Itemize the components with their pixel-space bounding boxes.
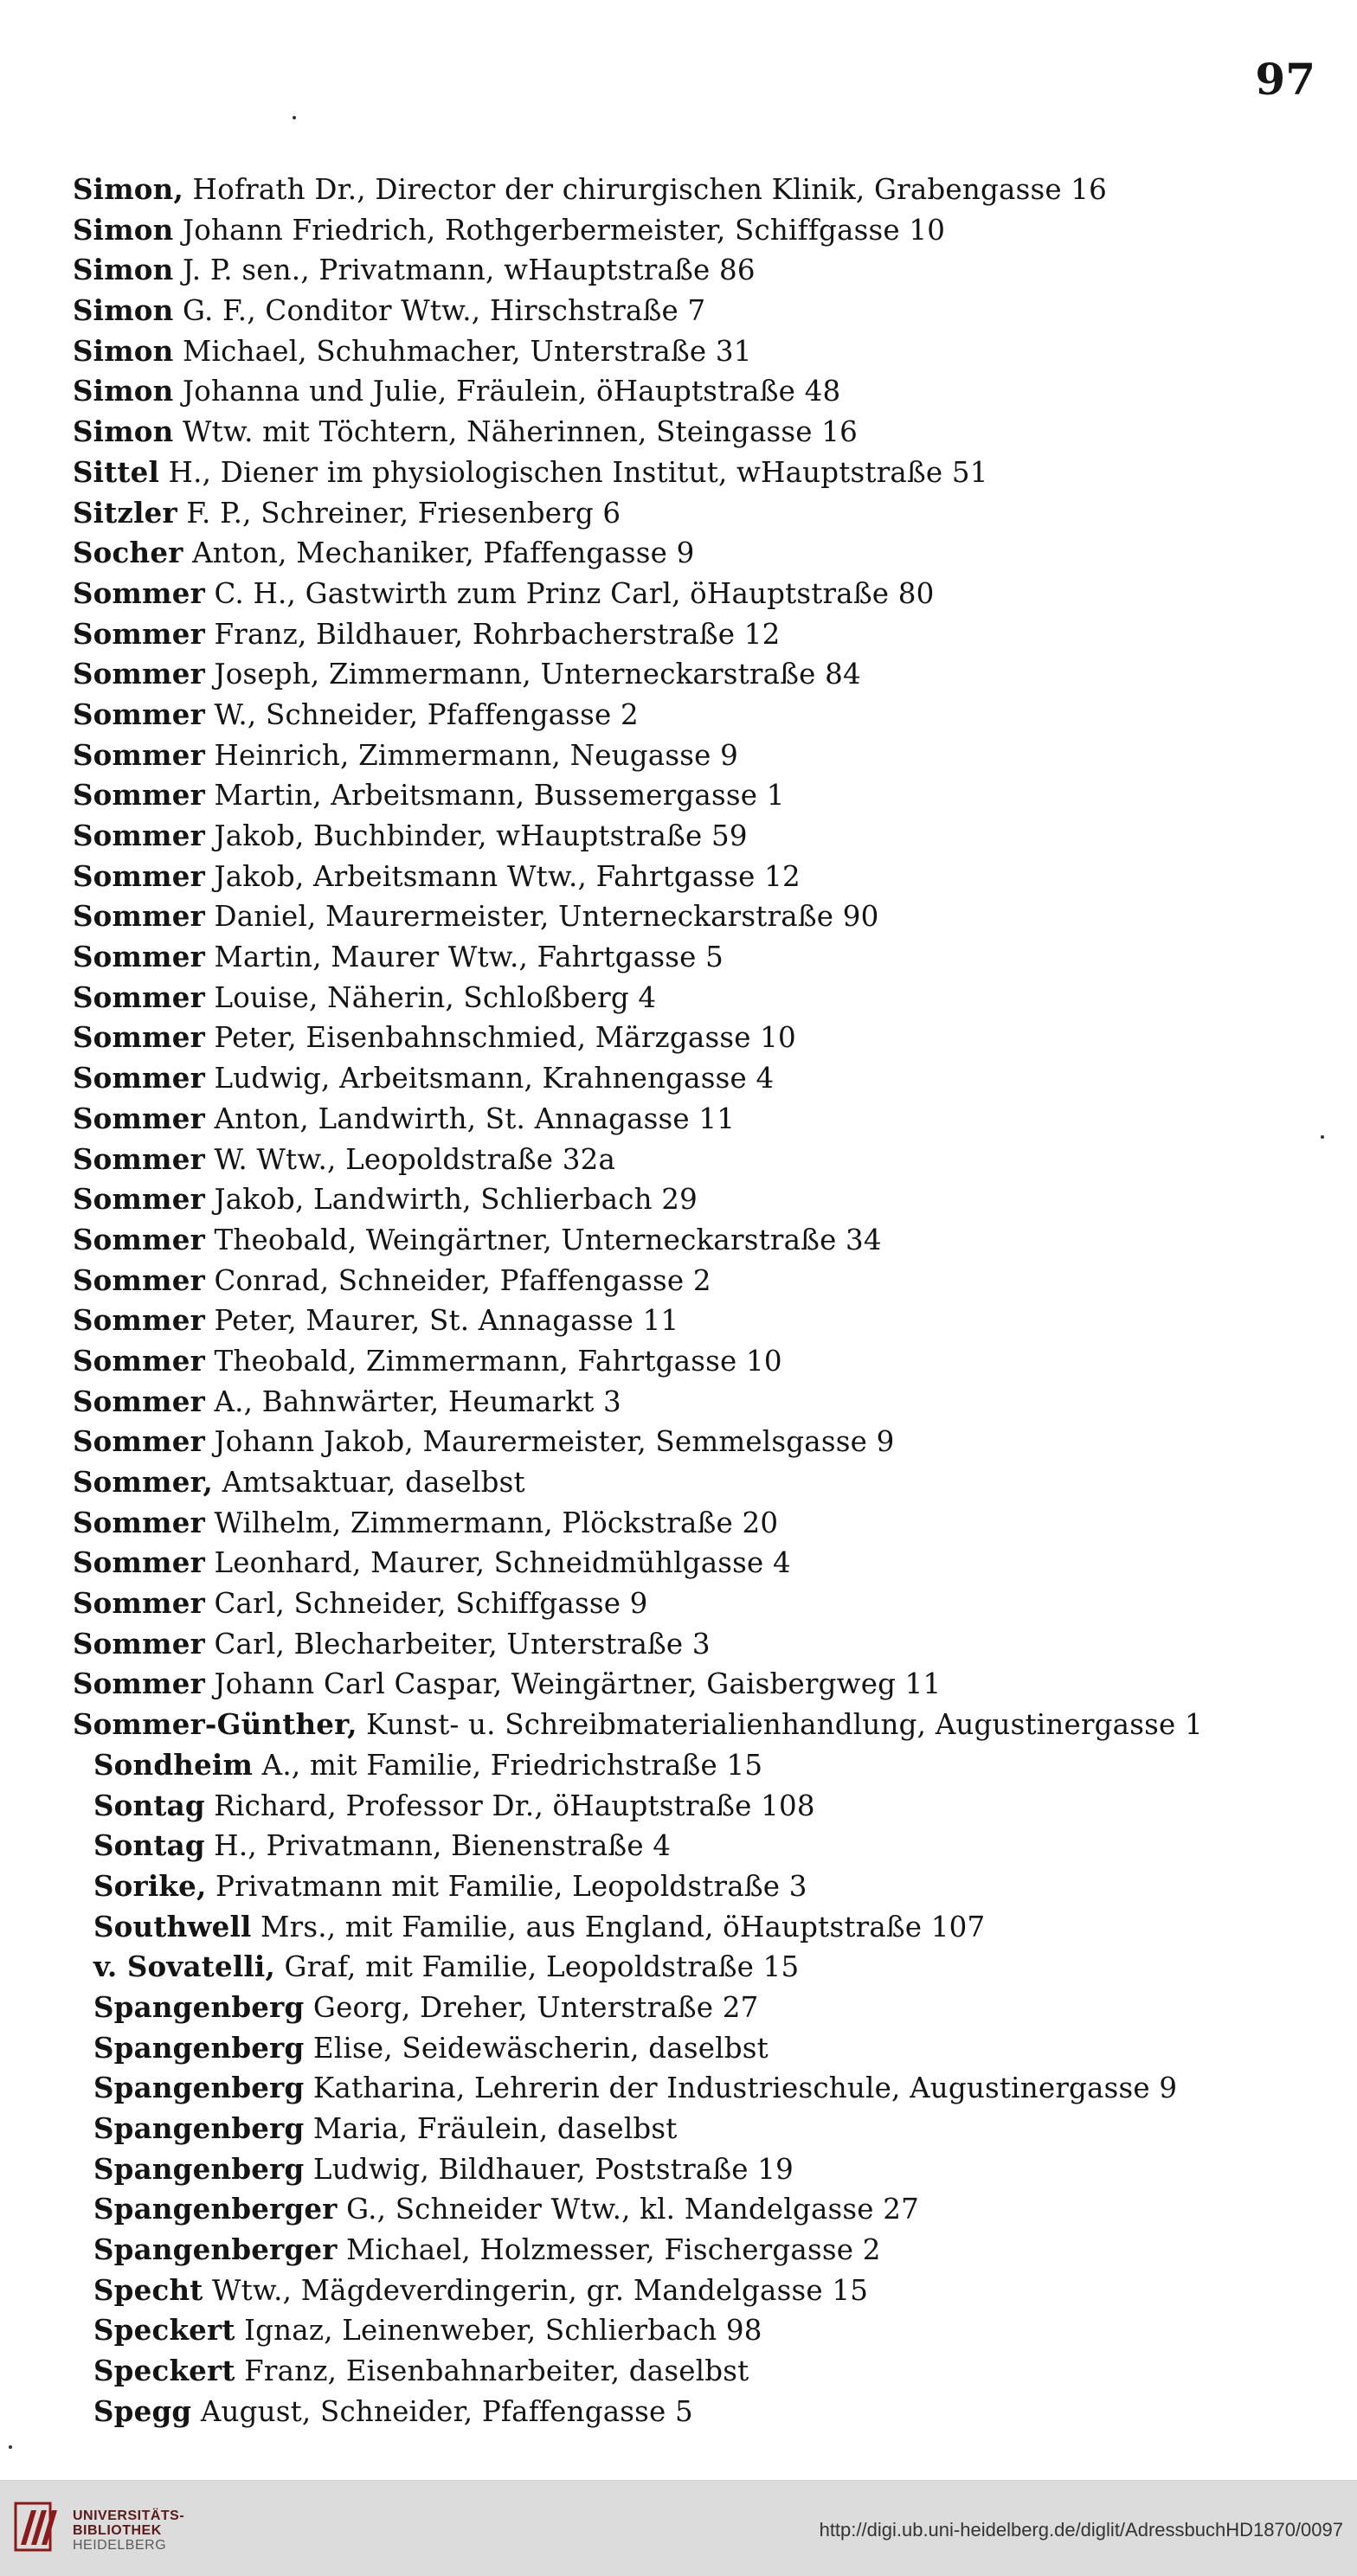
directory-entry <box>73 654 1345 695</box>
directory-entry <box>73 736 1345 776</box>
entry-details: Georg, Dreher, Unterstraße 27 <box>304 1990 759 2024</box>
directory-entry <box>73 1907 1345 1948</box>
entry-details: Martin, Maurer Wtw., Fahrtgasse 5 <box>204 941 724 974</box>
directory-entry <box>73 210 1345 251</box>
entry-details: Conrad, Schneider, Pfaffengasse 2 <box>204 1263 711 1297</box>
footer-bar <box>0 2480 1357 2576</box>
entry-surname: Simon <box>73 374 174 408</box>
entry-surname: Spangenberg <box>93 2030 305 2065</box>
entry-details: Heinrich, Zimmermann, Neugasse 9 <box>204 738 738 772</box>
entry-details: Michael, Schuhmacher, Unterstraße 31 <box>173 334 752 368</box>
entry-surname: Sommer <box>73 1343 205 1378</box>
library-logo-icon <box>14 2500 62 2554</box>
entry-details: Carl, Schneider, Schiffgasse 9 <box>204 1587 648 1621</box>
entry-surname: Sommer <box>73 1101 205 1135</box>
directory-entry <box>73 371 1345 412</box>
directory-entry <box>73 775 1345 816</box>
entry-details: Privatmann mit Familie, Leopoldstraße 3 <box>206 1869 807 1903</box>
entry-details: Amtsaktuar, daselbst <box>213 1466 525 1499</box>
entry-details: Jakob, Arbeitsmann Wtw., Fahrtgasse 12 <box>204 859 801 893</box>
directory-entry <box>73 1382 1345 1423</box>
entry-surname: Sorike, <box>93 1868 207 1903</box>
ink-speck <box>9 2445 12 2449</box>
directory-entry <box>73 2310 1345 2351</box>
entry-details: Franz, Eisenbahnarbeiter, daselbst <box>235 2354 749 2388</box>
entry-details: Kunst- u. Schreibmaterialienhandlung, Augustinergasse 1 <box>357 1708 1203 1742</box>
ink-speck <box>293 116 296 119</box>
entry-surname: Simon <box>73 414 174 449</box>
entry-details: Johann Jakob, Maurermeister, Semmelsgasse 9 <box>204 1425 895 1459</box>
entry-details: W., Schneider, Pfaffengasse 2 <box>204 697 639 731</box>
entry-surname: Socher <box>73 536 183 570</box>
directory-entry <box>73 1624 1345 1665</box>
entry-details: Katharina, Lehrerin der Industrieschule, Augustinergasse 9 <box>304 2072 1178 2105</box>
entry-surname: Spangenberg <box>93 2151 305 2186</box>
entry-details: Mrs., mit Familie, aus England, öHauptstraße 107 <box>251 1910 986 1943</box>
directory-entry <box>73 2109 1345 2149</box>
entry-surname: Spangenberger <box>93 2192 338 2226</box>
entry-details: H., Diener im physiologischen Institut, wHauptstraße 51 <box>159 455 988 489</box>
entry-surname: Sitzler <box>73 495 177 530</box>
entry-surname: Sommer <box>73 1061 205 1095</box>
entry-details: Ludwig, Arbeitsmann, Krahnengasse 4 <box>204 1062 775 1095</box>
entry-details: Maria, Fräulein, daselbst <box>304 2112 678 2145</box>
directory-entry <box>73 1179 1345 1220</box>
entry-details: Martin, Arbeitsmann, Bussemergasse 1 <box>204 779 785 813</box>
entry-details: Daniel, Maurermeister, Unterneckarstraße 90 <box>204 900 879 934</box>
directory-entry <box>73 1099 1345 1140</box>
entry-surname: Sommer <box>73 1424 205 1459</box>
entry-surname: Sommer, <box>73 1465 214 1499</box>
entry-details: Anton, Mechaniker, Pfaffengasse 9 <box>183 536 695 570</box>
entry-surname: Sommer <box>73 1384 205 1418</box>
directory-entry <box>73 291 1345 331</box>
directory-entry <box>73 937 1345 978</box>
entry-surname: Sommer <box>73 858 205 893</box>
entry-details: Graf, mit Familie, Leopoldstraße 15 <box>274 1950 800 1984</box>
entry-surname: Sommer <box>73 819 205 852</box>
entry-details: Johann Friedrich, Rothgerbermeister, Schiffgasse 10 <box>173 213 946 247</box>
entry-surname: Southwell <box>93 1909 252 1943</box>
entry-surname: Sommer <box>73 1505 205 1539</box>
directory-entry <box>73 331 1345 372</box>
entry-details: Jakob, Landwirth, Schlierbach 29 <box>204 1183 698 1217</box>
entry-details: Theobald, Weingärtner, Unterneckarstraße 34 <box>204 1223 882 1256</box>
entry-surname: Simon <box>73 212 174 247</box>
directory-entry <box>73 816 1345 857</box>
entry-surname: Sommer <box>73 1303 205 1338</box>
entry-details: Michael, Holzmesser, Fischergasse 2 <box>337 2233 881 2267</box>
entry-surname: Sommer <box>73 1182 205 1217</box>
entry-surname: Sommer <box>73 1586 205 1621</box>
directory-entry <box>73 2189 1345 2230</box>
directory-entry <box>73 493 1345 534</box>
entry-surname: Sommer <box>73 616 205 651</box>
entry-surname: Sommer <box>73 1626 205 1661</box>
entry-surname: Sommer <box>73 1020 205 1055</box>
entry-details: Peter, Eisenbahnschmied, Märzgasse 10 <box>204 1021 796 1055</box>
entry-surname: Simon <box>73 293 174 328</box>
entry-details: Franz, Bildhauer, Rohrbacherstraße 12 <box>204 617 781 651</box>
directory-entry <box>73 412 1345 453</box>
directory-entry <box>73 1301 1345 1341</box>
entry-surname: Speckert <box>93 2354 235 2388</box>
entry-details: Anton, Landwirth, St. Annagasse 11 <box>204 1102 736 1135</box>
directory-entry <box>73 1503 1345 1544</box>
directory-entry <box>73 533 1345 574</box>
entry-surname: Sommer <box>73 1262 205 1297</box>
entry-details: A., mit Familie, Friedrichstraße 15 <box>253 1748 763 1782</box>
entry-surname: Sittel <box>73 454 160 489</box>
directory-entry <box>73 1866 1345 1907</box>
entry-surname: Simon <box>73 333 174 368</box>
entry-surname: Simon, <box>73 172 184 206</box>
entry-surname: Simon <box>73 253 174 287</box>
entry-surname: Spangenberg <box>93 1989 305 2024</box>
directory-entry <box>73 695 1345 736</box>
entry-details: Johann Carl Caspar, Weingärtner, Gaisbergweg 11 <box>204 1667 942 1701</box>
page-number: 97 <box>1255 54 1315 105</box>
entry-details: H., Privatmann, Bienenstraße 4 <box>204 1829 672 1863</box>
entry-surname: Specht <box>93 2272 203 2307</box>
entry-surname: Sommer <box>73 980 205 1014</box>
entry-details: Richard, Professor Dr., öHauptstraße 108 <box>204 1789 815 1822</box>
entry-surname: Spangenberg <box>93 2071 305 2105</box>
entry-details: C. H., Gastwirth zum Prinz Carl, öHauptstraße 80 <box>204 576 935 610</box>
directory-entry <box>73 453 1345 493</box>
entry-surname: v. Sovatelli, <box>93 1950 275 1984</box>
entry-details: A., Bahnwärter, Heumarkt 3 <box>204 1384 621 1418</box>
directory-entry <box>73 1140 1345 1180</box>
directory-entry <box>73 857 1345 897</box>
entry-details: Peter, Maurer, St. Annagasse 11 <box>204 1304 679 1338</box>
directory-entry <box>73 2068 1345 2109</box>
library-name <box>73 2509 184 2553</box>
entry-details: Johanna und Julie, Fräulein, öHauptstraße 48 <box>173 375 841 408</box>
entry-surname: Sommer <box>73 778 205 813</box>
entry-surname: Sommer <box>73 1222 205 1256</box>
directory-entry <box>73 896 1345 937</box>
entry-details: Wilhelm, Zimmermann, Plöckstraße 20 <box>204 1506 779 1539</box>
directory-entry <box>73 978 1345 1018</box>
source-url-link[interactable]: http://digi.ub.uni-heidelberg.de/diglit/AdressbuchHD1870/0097 <box>819 2519 1343 2541</box>
entry-surname: Sommer <box>73 1545 205 1580</box>
entry-surname: Sontag <box>93 1788 205 1822</box>
entry-surname: Sommer <box>73 737 205 772</box>
entry-surname: Spangenberg <box>93 2111 305 2145</box>
directory-entry <box>73 1664 1345 1705</box>
directory-entry <box>73 1341 1345 1382</box>
entry-surname: Spegg <box>93 2393 192 2428</box>
entry-details: Wtw. mit Töchtern, Näherinnen, Steingasse 16 <box>173 415 859 449</box>
entry-surname: Sommer <box>73 575 205 610</box>
directory-entry <box>73 1018 1345 1058</box>
entry-details: J. P. sen., Privatmann, wHauptstraße 86 <box>173 254 756 287</box>
entry-surname: Sommer <box>73 1141 205 1176</box>
entry-details: F. P., Schreiner, Friesenberg 6 <box>177 496 621 530</box>
entry-details: Joseph, Zimmermann, Unterneckarstraße 84 <box>204 658 861 691</box>
entry-details: Louise, Näherin, Schloßberg 4 <box>204 980 657 1014</box>
directory-entry <box>73 1988 1345 2028</box>
entry-surname: Sommer <box>73 697 205 731</box>
address-list <box>73 170 1345 2432</box>
entry-details: Wtw., Mägdeverdingerin, gr. Mandelgasse 15 <box>203 2273 869 2307</box>
directory-entry <box>73 1462 1345 1503</box>
entry-surname: Sommer-Günther, <box>73 1707 357 1742</box>
entry-details: Ludwig, Bildhauer, Poststraße 19 <box>304 2152 794 2186</box>
entry-details: G. F., Conditor Wtw., Hirschstraße 7 <box>173 294 706 328</box>
entry-details: G., Schneider Wtw., kl. Mandelgasse 27 <box>337 2193 920 2226</box>
directory-entry <box>73 574 1345 614</box>
entry-surname: Sommer <box>73 899 205 934</box>
directory-entry <box>73 1261 1345 1301</box>
entry-surname: Sontag <box>93 1828 205 1863</box>
directory-entry <box>73 1705 1345 1745</box>
entry-surname: Sommer <box>73 657 205 691</box>
directory-entry <box>73 170 1345 210</box>
directory-entry <box>73 1543 1345 1584</box>
directory-entry <box>73 1786 1345 1827</box>
directory-entry <box>73 1422 1345 1462</box>
entry-details: Ignaz, Leinenweber, Schlierbach 98 <box>235 2314 762 2348</box>
directory-entry <box>73 1947 1345 1988</box>
directory-entry <box>73 2351 1345 2392</box>
directory-entry <box>73 2028 1345 2069</box>
entry-details: Leonhard, Maurer, Schneidmühlgasse 4 <box>204 1546 791 1580</box>
entry-details: Carl, Blecharbeiter, Unterstraße 3 <box>204 1627 711 1661</box>
entry-details: Hofrath Dr., Director der chirurgischen Klinik, Grabengasse 16 <box>183 173 1108 206</box>
directory-entry <box>73 614 1345 655</box>
directory-entry <box>73 2392 1345 2432</box>
entry-surname: Spangenberger <box>93 2232 338 2267</box>
directory-entry <box>73 1826 1345 1866</box>
directory-entry <box>73 2230 1345 2271</box>
entry-details: W. Wtw., Leopoldstraße 32a <box>204 1142 616 1176</box>
directory-entry <box>73 2149 1345 2190</box>
entry-surname: Sommer <box>73 940 205 974</box>
directory-entry <box>73 1745 1345 1786</box>
entry-details: Elise, Seidewäscherin, daselbst <box>304 2031 769 2065</box>
entry-surname: Speckert <box>93 2313 235 2348</box>
directory-entry <box>73 1584 1345 1624</box>
library-name-line3: HEIDELBERG <box>73 2538 167 2553</box>
directory-entry <box>73 1058 1345 1099</box>
directory-entry <box>73 1220 1345 1261</box>
library-name-line1: UNIVERSITÄTS- <box>73 2509 185 2523</box>
directory-entry <box>73 2271 1345 2311</box>
library-name-line2: BIBLIOTHEK <box>73 2523 162 2538</box>
entry-surname: Sondheim <box>93 1747 254 1782</box>
entry-surname: Sommer <box>73 1667 205 1701</box>
entry-details: Theobald, Zimmermann, Fahrtgasse 10 <box>204 1344 782 1378</box>
entry-details: Jakob, Buchbinder, wHauptstraße 59 <box>204 819 748 852</box>
entry-details: August, Schneider, Pfaffengasse 5 <box>191 2394 693 2428</box>
directory-entry <box>73 250 1345 291</box>
